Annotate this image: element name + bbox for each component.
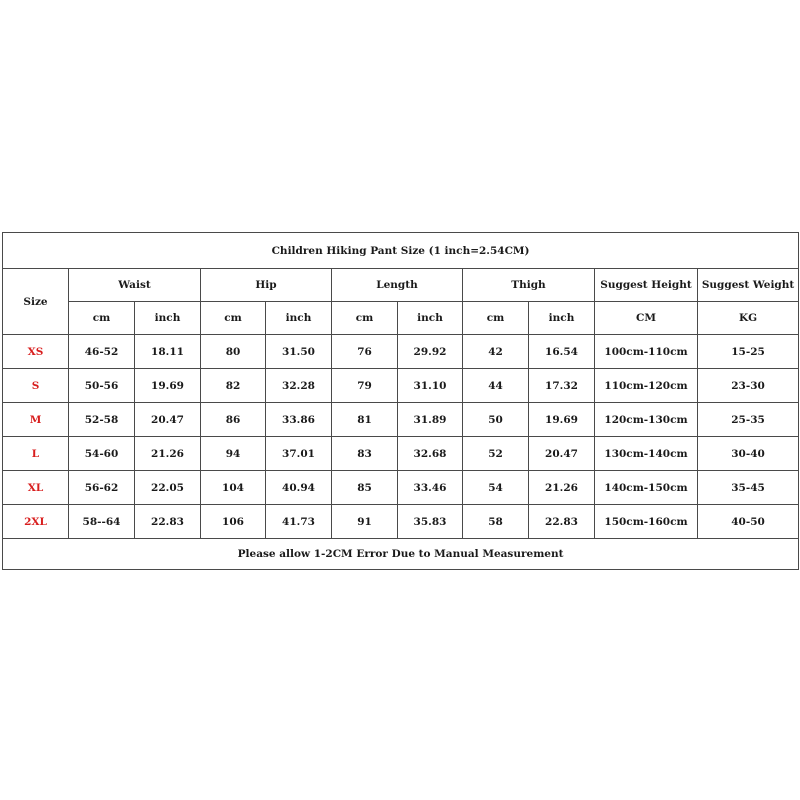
table-cell: 106 (201, 505, 266, 539)
table-cell: 40-50 (698, 505, 799, 539)
table-cell: 15-25 (698, 335, 799, 369)
table-cell: 56-62 (69, 471, 135, 505)
table-cell: 31.50 (266, 335, 332, 369)
table-cell: 91 (332, 505, 398, 539)
size-label: M (3, 403, 69, 437)
size-label: XS (3, 335, 69, 369)
hip-header: Hip (201, 269, 332, 302)
table-cell: 94 (201, 437, 266, 471)
table-cell: 37.01 (266, 437, 332, 471)
table-cell: 76 (332, 335, 398, 369)
table-cell: 41.73 (266, 505, 332, 539)
table-cell: 33.46 (398, 471, 463, 505)
table-cell: 44 (463, 369, 529, 403)
table-cell: 35-45 (698, 471, 799, 505)
table-cell: 23-30 (698, 369, 799, 403)
note-row (3, 539, 799, 570)
table-cell: 83 (332, 437, 398, 471)
table-row (3, 471, 799, 505)
table-row (3, 335, 799, 369)
table-cell: 32.68 (398, 437, 463, 471)
table-cell: 52-58 (69, 403, 135, 437)
table-cell: 31.10 (398, 369, 463, 403)
measurement-note: Please allow 1-2CM Error Due to Manual Measurement (3, 539, 799, 570)
table-title: Children Hiking Pant Size (1 inch=2.54CM) (3, 233, 799, 269)
size-chart-table (2, 232, 799, 570)
table-cell: 22.83 (529, 505, 595, 539)
unit-cell: cm (201, 302, 266, 335)
waist-header: Waist (69, 269, 201, 302)
table-cell: 32.28 (266, 369, 332, 403)
unit-header-row (3, 302, 799, 335)
table-cell: 16.54 (529, 335, 595, 369)
group-header-row (3, 269, 799, 302)
unit-cell: cm (332, 302, 398, 335)
size-label: XL (3, 471, 69, 505)
table-cell: 17.32 (529, 369, 595, 403)
table-cell: 20.47 (135, 403, 201, 437)
table-cell: 21.26 (529, 471, 595, 505)
unit-cell: cm (463, 302, 529, 335)
size-label: S (3, 369, 69, 403)
table-cell: 54-60 (69, 437, 135, 471)
suggest-weight-header: Suggest Weight (698, 269, 799, 302)
unit-cell: cm (69, 302, 135, 335)
table-row (3, 437, 799, 471)
table-row (3, 403, 799, 437)
length-header: Length (332, 269, 463, 302)
table-cell: 86 (201, 403, 266, 437)
table-cell: 58 (463, 505, 529, 539)
table-cell: 85 (332, 471, 398, 505)
table-cell: 40.94 (266, 471, 332, 505)
unit-cell: KG (698, 302, 799, 335)
table-cell: 42 (463, 335, 529, 369)
table-cell: 50 (463, 403, 529, 437)
table-cell: 19.69 (135, 369, 201, 403)
table-cell: 82 (201, 369, 266, 403)
suggest-height-header: Suggest Height (595, 269, 698, 302)
table-cell: 104 (201, 471, 266, 505)
table-row (3, 505, 799, 539)
unit-cell: inch (398, 302, 463, 335)
table-cell: 110cm-120cm (595, 369, 698, 403)
unit-cell: CM (595, 302, 698, 335)
table-cell: 130cm-140cm (595, 437, 698, 471)
table-cell: 52 (463, 437, 529, 471)
table-cell: 140cm-150cm (595, 471, 698, 505)
table-cell: 31.89 (398, 403, 463, 437)
unit-cell: inch (266, 302, 332, 335)
table-cell: 80 (201, 335, 266, 369)
table-cell: 35.83 (398, 505, 463, 539)
table-cell: 81 (332, 403, 398, 437)
table-cell: 18.11 (135, 335, 201, 369)
table-cell: 30-40 (698, 437, 799, 471)
table-cell: 58--64 (69, 505, 135, 539)
table-cell: 79 (332, 369, 398, 403)
table-cell: 100cm-110cm (595, 335, 698, 369)
title-row (3, 233, 799, 269)
table-cell: 54 (463, 471, 529, 505)
table-cell: 50-56 (69, 369, 135, 403)
table-cell: 33.86 (266, 403, 332, 437)
table-cell: 46-52 (69, 335, 135, 369)
size-label: 2XL (3, 505, 69, 539)
table-cell: 22.83 (135, 505, 201, 539)
unit-cell: inch (135, 302, 201, 335)
table-cell: 21.26 (135, 437, 201, 471)
table-cell: 20.47 (529, 437, 595, 471)
table-row (3, 369, 799, 403)
unit-cell: inch (529, 302, 595, 335)
thigh-header: Thigh (463, 269, 595, 302)
table-cell: 29.92 (398, 335, 463, 369)
size-header: Size (3, 269, 69, 335)
size-label: L (3, 437, 69, 471)
table-cell: 19.69 (529, 403, 595, 437)
table-cell: 22.05 (135, 471, 201, 505)
table-cell: 120cm-130cm (595, 403, 698, 437)
table-cell: 25-35 (698, 403, 799, 437)
table-cell: 150cm-160cm (595, 505, 698, 539)
